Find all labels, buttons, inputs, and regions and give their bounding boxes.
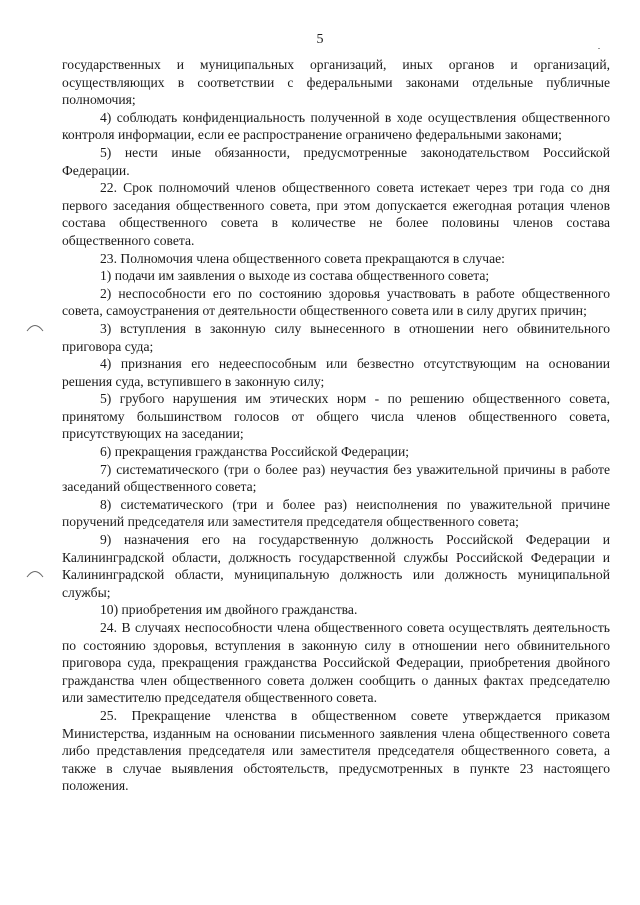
scan-speck	[598, 48, 600, 49]
paragraph: 5) нести иные обязанности, предусмотренные законодательством Российской Федерации.	[62, 144, 610, 178]
page-number: 5	[316, 32, 324, 47]
paragraph: 4) соблюдать конфиденциальность полученной в ходе осуществления общественного контроля информации, если ее распространение ограничено федеральными законами;	[62, 109, 610, 143]
binder-hole-mark	[26, 322, 44, 332]
paragraph: 10) приобретения им двойного гражданства.	[100, 602, 358, 618]
paragraph: 8) систематического (три и более раз) неисполнения по уважительной причине поручений председателя или заместителя председателя общественного совета;	[62, 496, 610, 530]
paragraph: 3) вступления в законную силу вынесенного в отношении него обвинительного приговора суда;	[62, 320, 610, 354]
paragraph: 9) назначения его на государственную должность Российской Федерации и Калининградской области, должность государственной службы Российской Федерации и Калининградской области, муниципальную должность или должность муниципальной службы;	[62, 532, 610, 600]
paragraph: 24. В случаях неспособности члена общественного совета осуществлять деятельность по состоянию здоровья, вступления в законную силу в отношении него обвинительного приговора суда, прекращения гражданства Российской Федерации, приобретения двойного гражданства член общественного совета должен сообщить о данных фактах председателю или заместителю председателя общественного совета.	[62, 620, 610, 706]
paragraph: 5) грубого нарушения им этических норм - по решению общественного совета, принятому большинством голосов от общего числа членов общественного совета, присутствующих на заседании;	[62, 391, 610, 442]
binder-hole-mark	[26, 568, 44, 578]
document-body	[62, 56, 610, 795]
paragraph: 25. Прекращение членства в общественном совете утверждается приказом Министерства, изданным на основании письменного заявления члена общественного совета либо представления председателя или заместителя председателя общественного совета, а также в случае выявления обстоятельств, предусмотренных в пункте 23 настоящего положения.	[62, 707, 610, 794]
paragraph: 23. Полномочия члена общественного совета прекращаются в случае:	[100, 250, 505, 266]
paragraph: государственных и муниципальных организаций, иных органов и организаций, осуществляющих в соответствии с федеральными законами отдельные публичные полномочия;	[62, 57, 610, 108]
paragraph: 2) неспособности его по состоянию здоровья участвовать в работе общественного совета, самоустранения от деятельности общественного совета или в силу других причин;	[62, 285, 610, 319]
paragraph: 22. Срок полномочий членов общественного совета истекает через три года со дня первого заседания общественного совета, при этом допускается ежегодная ротация членов состава общественного совета в количестве не более половины членов состава общественного совета.	[62, 180, 610, 248]
paragraph: 4) признания его недееспособным или безвестно отсутствующим на основании решения суда, вступившего в законную силу;	[62, 356, 610, 389]
paragraph: 1) подачи им заявления о выходе из состава общественного совета;	[100, 268, 490, 284]
paragraph: 6) прекращения гражданства Российской Федерации;	[100, 444, 409, 460]
paragraph: 7) систематического (три о более раз) неучастия без уважительной причины в работе заседаний общественного совета;	[62, 461, 610, 495]
